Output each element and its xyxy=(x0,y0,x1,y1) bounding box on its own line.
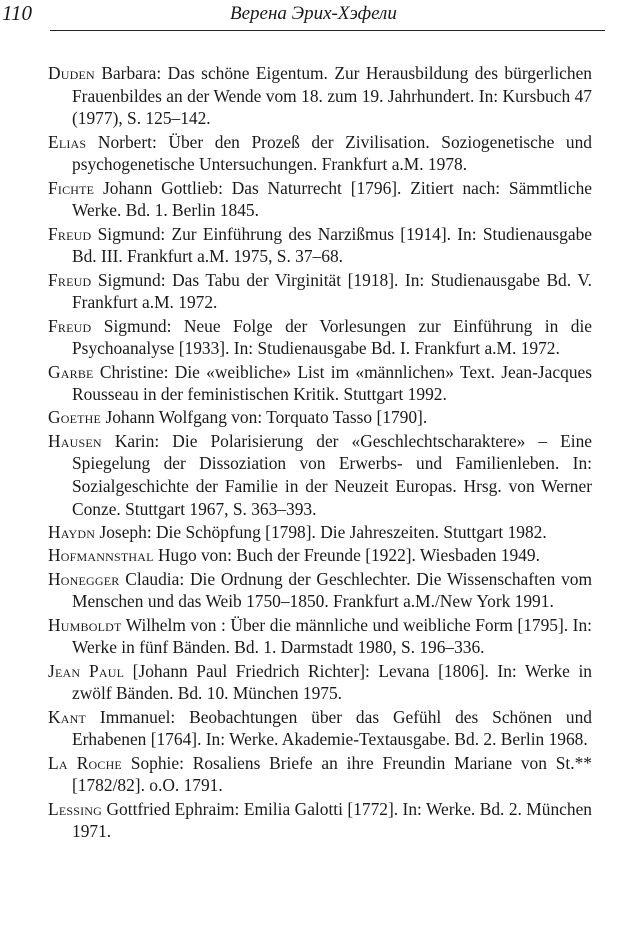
entry-author: Honegger xyxy=(48,568,120,589)
entry-text: Joseph: Die Schöpfung [1798]. Die Jahreszeiten. Stuttgart 1982. xyxy=(95,522,547,543)
entry-text: Hugo von: Buch der Freunde [1922]. Wiesbaden 1949. xyxy=(153,545,540,566)
entry-text: Sigmund: Das Tabu der Virginität [1918]. In: Studienausgabe Bd. V. Frankfurt a.M. 1972. xyxy=(72,269,592,313)
bibliography-entry xyxy=(48,131,592,176)
bibliography xyxy=(48,62,592,844)
bibliography-entry xyxy=(48,544,592,567)
entry-author: Lessing xyxy=(48,798,103,819)
entry-text: Sigmund: Neue Folge der Vorlesungen zur Einführung in die Psychoanalyse [1933]. In: Studienausgabe Bd. I. Frankfurt a.M. 1972. xyxy=(72,315,592,359)
entry-text: Claudia: Die Ordnung der Geschlechter. Die Wissenschaften vom Menschen und das Weib 1750–1850. Frankfurt a.M./New York 1991. xyxy=(72,568,592,612)
entry-text: Johann Wolfgang von: Torquato Tasso [1790]. xyxy=(101,407,428,428)
bibliography-entry xyxy=(48,660,592,705)
entry-text: Johann Gottlieb: Das Naturrecht [1796]. Zitiert nach: Sämmtliche Werke. Bd. 1. Berlin 1845. xyxy=(72,177,592,221)
entry-author: Hausen xyxy=(48,430,102,451)
bibliography-entry xyxy=(48,223,592,268)
entry-author: Haydn xyxy=(48,522,96,543)
entry-author: Goethe xyxy=(48,407,102,428)
bibliography-entry xyxy=(48,361,592,406)
header-rule xyxy=(50,30,605,31)
entry-author: Garbe xyxy=(48,361,94,382)
entry-author: Humboldt xyxy=(48,614,122,635)
bibliography-entry xyxy=(48,521,592,544)
page-header xyxy=(0,0,620,34)
entry-text: Wilhelm von : Über die männliche und weibliche Form [1795]. In: Werke in fünf Bänden. Bd. 1. Darmstadt 1980, S. 196–336. xyxy=(72,614,592,658)
entry-author: Duden xyxy=(48,63,95,83)
entry-text: Gottfried Ephraim: Emilia Galotti [1772]. In: Werke. Bd. 2. München 1971. xyxy=(72,798,592,842)
entry-author: Hofmannsthal xyxy=(48,545,154,566)
bibliography-entry xyxy=(48,269,592,314)
running-head: Верена Эрих-Хэфели xyxy=(230,3,397,24)
entry-author: Freud xyxy=(48,315,92,336)
entry-author: Elias xyxy=(48,131,87,152)
entry-text: Karin: Die Polarisierung der «Geschlechtscharaktere» – Eine Spiegelung der Dissoziation von Erwerbs- und Familienleben. In: Sozialgeschichte der Familie in der Neuzeit Europas. Hrsg. von Werner Conze. Stuttgart 1967, S. 363–393. xyxy=(72,430,592,519)
entry-author: La Roche xyxy=(48,752,122,773)
bibliography-entry xyxy=(48,568,592,613)
entry-author: Fichte xyxy=(48,177,95,198)
entry-text: [Johann Paul Friedrich Richter]: Levana [1806]. In: Werke in zwölf Bänden. Bd. 10. München 1975. xyxy=(72,660,592,704)
entry-author: Freud xyxy=(48,223,92,244)
bibliography-entry xyxy=(48,614,592,659)
bibliography-entry xyxy=(48,177,592,222)
entry-text: Sophie: Rosaliens Briefe an ihre Freundin Mariane von St.** [1782/82]. o.O. 1791. xyxy=(72,752,592,796)
entry-text: Christine: Die «weibliche» List im «männlichen» Text. Jean-Jacques Rousseau in der feministischen Kritik. Stuttgart 1992. xyxy=(72,361,592,405)
entry-author: Jean Paul xyxy=(48,660,125,681)
bibliography-entry xyxy=(48,752,592,797)
bibliography-entry xyxy=(48,62,592,130)
entry-text: Barbara: Das schöne Eigentum. Zur Herausbildung des bürgerlichen Frauenbildes an der Wende vom 18. zum 19. Jahrhundert. In: Kursbuch 47 (1977), S. 125–142. xyxy=(72,63,592,129)
bibliography-entry xyxy=(48,706,592,751)
entry-text: Sigmund: Zur Einführung des Narzißmus [1914]. In: Studienausgabe Bd. III. Frankfurt a.M. 1975, S. 37–68. xyxy=(72,223,592,267)
entry-text: Immanuel: Beobachtungen über das Gefühl des Schönen und Erhabenen [1764]. In: Werke. Akademie-Textausgabe. Bd. 2. Berlin 1968. xyxy=(72,706,592,750)
bibliography-entry xyxy=(48,430,592,520)
bibliography-entry xyxy=(48,798,592,843)
page-number: 110 xyxy=(2,1,32,25)
bibliography-entry xyxy=(48,406,592,429)
entry-author: Freud xyxy=(48,269,92,290)
bibliography-entry xyxy=(48,315,592,360)
entry-text: Norbert: Über den Prozeß der Zivilisation. Soziogenetische und psychogenetische Untersuchungen. Frankfurt a.M. 1978. xyxy=(72,131,592,175)
entry-author: Kant xyxy=(48,706,87,727)
